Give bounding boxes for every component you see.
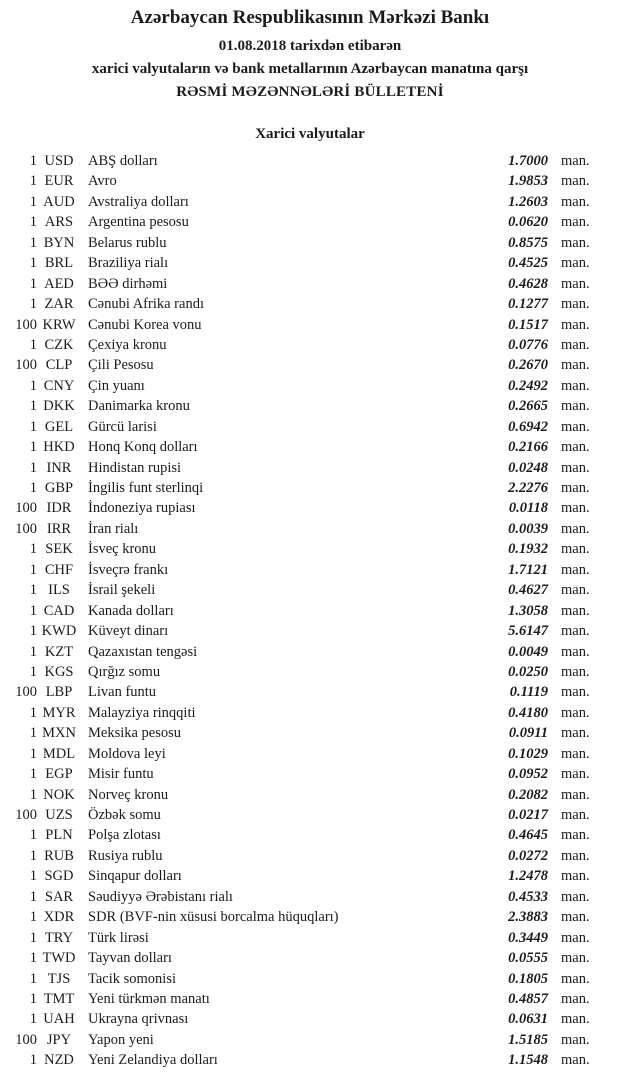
rate-value: 0.1277 [508, 296, 548, 313]
rate-value: 1.2603 [508, 193, 548, 210]
currency-name: İndoneziya rupiası [88, 500, 196, 517]
currency-unit-label: man. [561, 827, 590, 844]
table-row [0, 642, 620, 662]
quantity-value: 1 [29, 950, 37, 967]
currency-name: Cənubi Afrika randı [88, 296, 204, 313]
currency-unit-label: man. [561, 847, 590, 864]
currency-name: İsrail şekeli [88, 582, 156, 599]
table-row [0, 519, 620, 539]
currency-code: JPY [46, 1031, 72, 1048]
currency-name: Danimarka kronu [88, 398, 190, 415]
currency-name: Yeni türkmən manatı [88, 990, 210, 1007]
currency-unit-label: man. [561, 725, 590, 742]
currency-code: AUD [43, 193, 75, 210]
currency-code: XDR [43, 909, 75, 926]
rate-value: 0.1119 [509, 684, 548, 701]
bank-title: Azərbaycan Respublikasının Mərkəzi Bankı [130, 7, 490, 28]
quantity-value: 1 [29, 275, 37, 292]
table-row [0, 294, 620, 314]
currency-name: Norveç kronu [88, 786, 169, 803]
quantity-value: 1 [29, 193, 37, 210]
currency-name: Yeni Zelandiya dolları [88, 1052, 218, 1069]
currency-code: DKK [43, 398, 75, 415]
currency-name: İngilis funt sterlinqi [88, 480, 204, 496]
table-row [0, 171, 620, 191]
currency-code: KWD [41, 623, 77, 640]
currency-unit-label: man. [561, 888, 590, 905]
quantity-value: 1 [29, 480, 37, 496]
table-row [0, 580, 620, 600]
rate-value: 1.7000 [508, 153, 548, 169]
rate-value: 0.4533 [508, 888, 548, 905]
quantity-value: 1 [29, 643, 37, 660]
quantity-value: 1 [29, 827, 37, 844]
currency-name: Qırğız somu [88, 663, 161, 680]
currency-code: EUR [44, 173, 74, 190]
table-row [0, 539, 620, 559]
rate-value: 0.4645 [508, 827, 548, 844]
currency-code: TMT [43, 990, 75, 1007]
quantity-value: 1 [29, 561, 37, 578]
currency-code: KZT [44, 643, 74, 660]
quantity-value: 1 [29, 970, 37, 987]
currency-code: NOK [43, 786, 75, 803]
currency-name: Malayziya rinqqiti [88, 704, 196, 721]
currency-unit-label: man. [561, 398, 590, 415]
currency-unit-label: man. [561, 459, 590, 476]
table-row [0, 376, 620, 396]
table-row [0, 621, 620, 641]
table-row [0, 601, 620, 621]
currency-name: Sinqapur dolları [88, 868, 182, 885]
quantity-value: 1 [29, 1052, 37, 1069]
currency-name: Gürcü larisi [88, 418, 157, 435]
currency-code: CZK [44, 336, 74, 353]
table-row [0, 458, 620, 478]
currency-code: ILS [48, 582, 70, 599]
currency-code: INR [46, 459, 72, 476]
rate-value: 1.3058 [508, 602, 548, 619]
currency-name: Belarus rublu [88, 234, 167, 251]
rate-value: 1.7121 [508, 561, 548, 578]
table-row [0, 437, 620, 457]
rate-value: 0.2166 [508, 439, 548, 456]
currency-unit-label: man. [561, 950, 590, 967]
currency-name: Qazaxıstan tengəsi [88, 643, 198, 660]
rate-value: 1.9853 [508, 173, 548, 190]
rate-value: 0.0555 [508, 950, 548, 967]
rate-value: 0.0248 [508, 459, 548, 476]
currency-name: BƏƏ dirhəmi [88, 275, 168, 292]
currency-name: İran rialı [88, 520, 139, 537]
rate-value: 2.2276 [508, 480, 548, 496]
currency-name: Cənubi Korea vonu [88, 316, 202, 333]
currency-code: MDL [42, 745, 76, 762]
rate-value: 0.4525 [508, 255, 548, 272]
currency-name: Hindistan rupisi [88, 459, 182, 476]
currency-code: CAD [43, 602, 75, 619]
quantity-value: 1 [29, 459, 37, 476]
quantity-value: 1 [29, 766, 37, 783]
table-row [0, 785, 620, 805]
currency-name: Səudiyyə Ərəbistanı rialı [88, 888, 233, 905]
currency-code: SGD [44, 868, 74, 885]
table-row [0, 253, 620, 273]
currency-unit-label: man. [561, 316, 590, 333]
exchange-rates-table [0, 151, 620, 1071]
currency-unit-label: man. [561, 786, 590, 803]
section-title-foreign-currencies: Xarici valyutalar [255, 126, 365, 142]
currency-name: Ukrayna qrivnası [88, 1011, 189, 1028]
quantity-value: 100 [15, 357, 37, 374]
currency-code: TWD [42, 950, 76, 967]
currency-name: ABŞ dolları [88, 153, 158, 169]
rate-value: 0.2665 [508, 398, 548, 415]
currency-unit-label: man. [561, 193, 590, 210]
rate-value: 2.3883 [508, 909, 548, 926]
currency-unit-label: man. [561, 684, 590, 701]
currency-unit-label: man. [561, 275, 590, 292]
rate-value: 0.0911 [508, 725, 548, 742]
rate-value: 5.6147 [508, 623, 548, 640]
table-row [0, 560, 620, 580]
currency-unit-label: man. [561, 418, 590, 435]
table-row [0, 682, 620, 702]
currency-name: Türk lirəsi [88, 929, 149, 946]
currency-name: Argentina pesosu [88, 214, 189, 231]
table-row [0, 928, 620, 948]
rate-value: 0.4180 [508, 704, 548, 721]
currency-code: EGP [45, 766, 73, 783]
currency-unit-label: man. [561, 1031, 590, 1048]
quantity-value: 1 [29, 398, 37, 415]
table-row [0, 233, 620, 253]
quantity-value: 1 [29, 173, 37, 190]
currency-code: RUB [44, 847, 74, 864]
currency-code: AED [44, 275, 74, 292]
rate-value: 0.1805 [508, 970, 548, 987]
currency-unit-label: man. [561, 766, 590, 783]
bulletin-title: RƏSMİ MƏZƏNNƏLƏRİ BÜLLETENİ [176, 84, 444, 100]
currency-code: SAR [44, 888, 74, 905]
document-header [0, 0, 620, 100]
rate-value: 0.2082 [508, 786, 548, 803]
rate-value: 0.0631 [508, 1011, 548, 1028]
currency-code: ZAR [44, 296, 74, 313]
quantity-value: 100 [15, 520, 37, 537]
currency-unit-label: man. [561, 602, 590, 619]
currency-name: Küveyt dinarı [88, 623, 169, 640]
currency-name: Tayvan dolları [88, 950, 172, 967]
rate-value: 0.6942 [508, 418, 548, 435]
currency-name: Meksika pesosu [88, 725, 182, 742]
currency-name: İsveçrə frankı [88, 561, 169, 578]
quantity-value: 1 [29, 418, 37, 435]
currency-unit-label: man. [561, 745, 590, 762]
currency-unit-label: man. [561, 909, 590, 926]
rate-value: 0.1932 [508, 541, 548, 558]
currency-code: MXN [42, 725, 76, 742]
table-row [0, 315, 620, 335]
table-row [0, 662, 620, 682]
currency-code: GBP [44, 480, 74, 496]
currency-unit-label: man. [561, 807, 590, 823]
table-row [0, 192, 620, 212]
rate-value: 0.0776 [508, 336, 548, 353]
quantity-value: 1 [29, 602, 37, 619]
currency-name: Tacik somonisi [88, 970, 176, 987]
currency-unit-label: man. [561, 439, 590, 456]
currency-name: Çin yuanı [88, 377, 145, 394]
quantity-value: 100 [15, 316, 37, 333]
currency-name: İsveç kronu [88, 541, 157, 558]
currency-code: CLP [45, 357, 73, 374]
table-row [0, 151, 620, 171]
currency-unit-label: man. [561, 234, 590, 251]
quantity-value: 1 [29, 888, 37, 905]
quantity-value: 1 [29, 153, 37, 169]
table-row [0, 335, 620, 355]
currency-code: HKD [43, 439, 75, 456]
table-row [0, 825, 620, 845]
table-row [0, 274, 620, 294]
currency-name: Honq Konq dolları [88, 439, 198, 456]
table-row [0, 478, 620, 498]
rate-value: 1.2478 [508, 868, 548, 885]
table-row [0, 1050, 620, 1070]
currency-name: Avro [88, 173, 117, 190]
table-row [0, 948, 620, 968]
currency-unit-label: man. [561, 153, 590, 169]
currency-name: Çili Pesosu [88, 357, 154, 374]
quantity-value: 100 [15, 500, 37, 517]
rate-value: 0.4628 [508, 275, 548, 292]
table-row [0, 1009, 620, 1029]
currency-unit-label: man. [561, 970, 590, 987]
currency-name: Özbək somu [88, 807, 161, 823]
currency-code: LBP [45, 684, 73, 701]
currency-name: Livan funtu [88, 684, 157, 701]
currency-name: Moldova leyi [88, 745, 166, 762]
quantity-value: 1 [29, 909, 37, 926]
currency-unit-label: man. [561, 643, 590, 660]
rate-value: 0.1029 [508, 745, 548, 762]
currency-unit-label: man. [561, 500, 590, 517]
currency-unit-label: man. [561, 520, 590, 537]
quantity-value: 1 [29, 1011, 37, 1028]
quantity-value: 1 [29, 582, 37, 599]
quantity-value: 1 [29, 234, 37, 251]
quantity-value: 100 [15, 1031, 37, 1048]
table-row [0, 764, 620, 784]
currency-code: ARS [44, 214, 74, 231]
currency-code: TRY [44, 929, 74, 946]
table-row [0, 989, 620, 1009]
table-row [0, 866, 620, 886]
rate-value: 0.0272 [508, 847, 548, 864]
rate-value: 0.4857 [508, 990, 548, 1007]
currency-code: CNY [43, 377, 75, 394]
currency-name: Yapon yeni [88, 1031, 154, 1048]
rate-value: 0.1517 [508, 316, 548, 333]
currency-unit-label: man. [561, 582, 590, 599]
currency-unit-label: man. [561, 214, 590, 231]
table-row [0, 498, 620, 518]
table-row [0, 212, 620, 232]
subtitle-line: xarici valyutaların və bank metallarının Azərbaycan manatına qarşı [91, 61, 529, 77]
rate-value: 0.0217 [508, 807, 548, 823]
currency-code: IRR [46, 520, 72, 537]
currency-code: MYR [42, 704, 76, 721]
currency-unit-label: man. [561, 990, 590, 1007]
currency-unit-label: man. [561, 541, 590, 558]
quantity-value: 1 [29, 847, 37, 864]
quantity-value: 1 [29, 623, 37, 640]
table-row [0, 723, 620, 743]
currency-name: Çexiya kronu [88, 336, 167, 353]
rate-value: 1.5185 [508, 1031, 548, 1048]
currency-name: Kanada dolları [88, 602, 174, 619]
quantity-value: 1 [29, 377, 37, 394]
effective-date-line: 01.08.2018 tarixdən etibarən [218, 38, 402, 54]
currency-name: Misir funtu [88, 766, 154, 783]
currency-name: Avstraliya dolları [88, 193, 189, 210]
currency-unit-label: man. [561, 480, 590, 496]
currency-unit-label: man. [561, 663, 590, 680]
rate-value: 0.8575 [508, 234, 548, 251]
rate-value: 0.0620 [508, 214, 548, 231]
table-row [0, 417, 620, 437]
currency-code: TJS [47, 970, 71, 987]
currency-code: PLN [45, 827, 73, 844]
quantity-value: 1 [29, 296, 37, 313]
currency-unit-label: man. [561, 1052, 590, 1069]
table-row [0, 703, 620, 723]
currency-code: NZD [44, 1052, 74, 1069]
currency-unit-label: man. [561, 623, 590, 640]
table-row [0, 396, 620, 416]
quantity-value: 1 [29, 745, 37, 762]
currency-unit-label: man. [561, 1011, 590, 1028]
table-row [0, 887, 620, 907]
rate-value: 0.0952 [508, 766, 548, 783]
table-row [0, 805, 620, 825]
currency-name: SDR (BVF-nin xüsusi borcalma hüquqları) [88, 909, 339, 926]
quantity-value: 1 [29, 336, 37, 353]
quantity-value: 1 [29, 868, 37, 885]
quantity-value: 100 [15, 684, 37, 701]
currency-code: UZS [45, 807, 73, 823]
quantity-value: 1 [29, 255, 37, 272]
quantity-value: 1 [29, 663, 37, 680]
currency-code: GEL [44, 418, 74, 435]
rate-value: 0.0049 [508, 643, 548, 660]
currency-unit-label: man. [561, 357, 590, 374]
quantity-value: 1 [29, 786, 37, 803]
currency-name: Rusiya rublu [88, 847, 163, 864]
quantity-value: 1 [29, 990, 37, 1007]
currency-unit-label: man. [561, 255, 590, 272]
quantity-value: 1 [29, 704, 37, 721]
rate-value: 0.0118 [508, 500, 548, 517]
rate-value: 0.2670 [508, 357, 548, 374]
table-row [0, 846, 620, 866]
table-row [0, 1030, 620, 1050]
currency-unit-label: man. [561, 868, 590, 885]
currency-unit-label: man. [561, 336, 590, 353]
table-row [0, 907, 620, 927]
currency-unit-label: man. [561, 704, 590, 721]
quantity-value: 1 [29, 541, 37, 558]
currency-unit-label: man. [561, 929, 590, 946]
currency-name: Polşa zlotası [88, 827, 161, 844]
currency-unit-label: man. [561, 561, 590, 578]
currency-unit-label: man. [561, 377, 590, 394]
currency-code: UAH [43, 1011, 75, 1028]
currency-code: BRL [44, 255, 74, 272]
currency-code: USD [44, 153, 74, 169]
quantity-value: 1 [29, 439, 37, 456]
quantity-value: 1 [29, 214, 37, 231]
quantity-value: 100 [15, 807, 37, 823]
currency-name: Braziliya rialı [88, 255, 169, 272]
currency-code: BYN [43, 234, 75, 251]
currency-code: KRW [42, 316, 76, 333]
rate-value: 0.3449 [508, 929, 548, 946]
currency-code: KGS [44, 663, 74, 680]
quantity-value: 1 [29, 725, 37, 742]
rate-value: 0.2492 [508, 377, 548, 394]
quantity-value: 1 [29, 929, 37, 946]
currency-code: SEK [45, 541, 73, 558]
currency-unit-label: man. [561, 173, 590, 190]
currency-unit-label: man. [561, 296, 590, 313]
rate-value: 0.4627 [508, 582, 548, 599]
rate-value: 0.0250 [508, 663, 548, 680]
table-row [0, 744, 620, 764]
table-row [0, 355, 620, 375]
currency-code: CHF [44, 561, 74, 578]
currency-code: IDR [46, 500, 72, 517]
table-row [0, 969, 620, 989]
rate-value: 1.1548 [508, 1052, 548, 1069]
rate-value: 0.0039 [508, 520, 548, 537]
